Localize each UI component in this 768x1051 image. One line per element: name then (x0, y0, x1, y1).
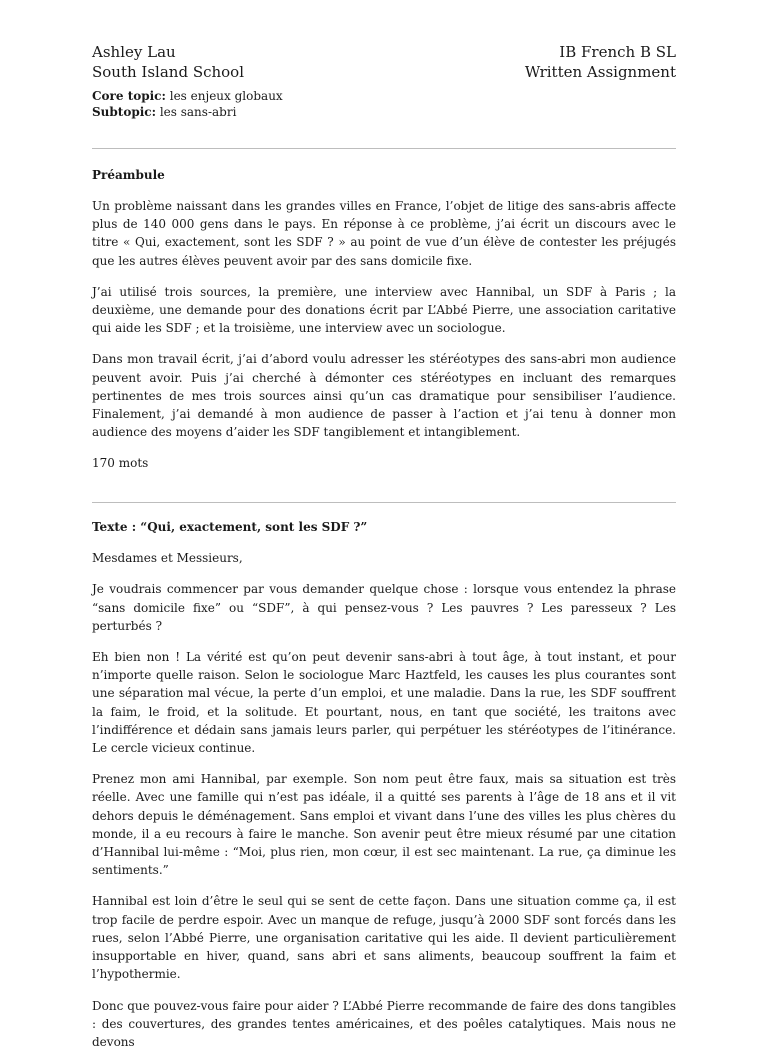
word-count: 170 mots (92, 454, 676, 472)
header-row-1 (92, 42, 676, 62)
preambule-paragraph-1: Un problème naissant dans les grandes villes en France, l’objet de litige des sans-abris affecte plus de 140 000 gens dans le pays. En réponse à ce problème, j’ai écrit un discours avec le titre « Qui, exactement, sont les SDF ? » au point de vue d’un élève de contester les préjugés que les autres élèves peuvent avoir par des sans domicile fixe. (92, 197, 676, 270)
subtopic-label: Subtopic: (92, 105, 156, 119)
author-name: Ashley Lau (92, 42, 176, 62)
subtopic-value: les sans-abri (156, 105, 236, 119)
section-divider-1 (92, 148, 676, 149)
preambule-title: Préambule (92, 167, 676, 183)
assignment-type: Written Assignment (525, 62, 676, 82)
section-divider-2 (92, 502, 676, 503)
preambule-paragraph-3: Dans mon travail écrit, j’ai d’abord voulu adresser les stéréotypes des sans-abri mon audience peuvent avoir. Puis j’ai cherché à démonter ces stéréotypes en incluant des remarques pertinentes de mes trois sources ainsi qu’un cas dramatique pour sensibiliser l’audience. Finalement, j’ai demandé à mon audience de passer à l’action et j’ai tenu à donner mon audience des moyens d’aider les SDF tangiblement et intangiblement. (92, 350, 676, 441)
subtopic-line (92, 104, 676, 120)
speech-paragraph-5: Donc que pouvez-vous faire pour aider ? L’Abbé Pierre recommande de faire des dons tangibles : des couvertures, des grandes tentes américaines, et des poêles catalytiques. Mais nous ne devons (92, 997, 676, 1051)
core-topic-line (92, 88, 676, 104)
speech-greeting: Mesdames et Messieurs, (92, 549, 676, 567)
topic-meta (92, 88, 676, 120)
speech-paragraph-3: Prenez mon ami Hannibal, par exemple. Son nom peut être faux, mais sa situation est très réelle. Avec une famille qui n’est pas idéale, il a quitté ses parents à l’âge de 18 ans et il vit dehors depuis le déménagement. Sans emploi et vivant dans l’une des villes les plus chères du monde, il a eu recours à faire le manche. Son avenir peut être mieux résumé par une citation d’Hannibal lui-même : “Moi, plus rien, mon cœur, il est sec maintenant. La rue, ça diminue les sentiments.” (92, 770, 676, 879)
speech-paragraph-4: Hannibal est loin d’être le seul qui se sent de cette façon. Dans une situation comme ça, il est trop facile de perdre espoir. Avec un manque de refuge, jusqu’à 2000 SDF sont forcés dans les rues, selon l’Abbé Pierre, une organisation caritative qui les aide. Il devient particulièrement insupportable en hiver, quand, sans abri et sans aliments, beaucoup souffrent la faim et l’hypothermie. (92, 892, 676, 983)
texte-title: Texte : “Qui, exactement, sont les SDF ?” (92, 519, 676, 535)
header-row-2 (92, 62, 676, 82)
preambule-paragraph-2: J’ai utilisé trois sources, la première, une interview avec Hannibal, un SDF à Paris ; la deuxième, une demande pour des donations écrit par L’Abbé Pierre, une association caritative qui aide les SDF ; et la troisième, une interview avec un sociologue. (92, 283, 676, 338)
course-name: IB French B SL (559, 42, 676, 62)
speech-paragraph-2: Eh bien non ! La vérité est qu’on peut devenir sans-abri à tout âge, à tout instant, et pour n’importe quelle raison. Selon le sociologue Marc Haztfeld, les causes les plus courantes sont une séparation mal vécue, la perte d’un emploi, et une maladie. Dans la rue, les SDF souffrent la faim, le froid, et la solitude. Et pourtant, nous, en tant que société, les traitons avec l’indifférence et dédain sans jamais leurs parler, qui perpétuer les stéréotypes de l’itinérance. Le cercle vicieux continue. (92, 648, 676, 757)
core-topic-label: Core topic: (92, 89, 166, 103)
core-topic-value: les enjeux globaux (166, 89, 283, 103)
school-name: South Island School (92, 62, 244, 82)
speech-paragraph-1: Je voudrais commencer par vous demander quelque chose : lorsque vous entendez la phrase “sans domicile fixe” ou “SDF”, à qui pensez-vous ? Les pauvres ? Les paresseux ? Les perturbés ? (92, 580, 676, 635)
